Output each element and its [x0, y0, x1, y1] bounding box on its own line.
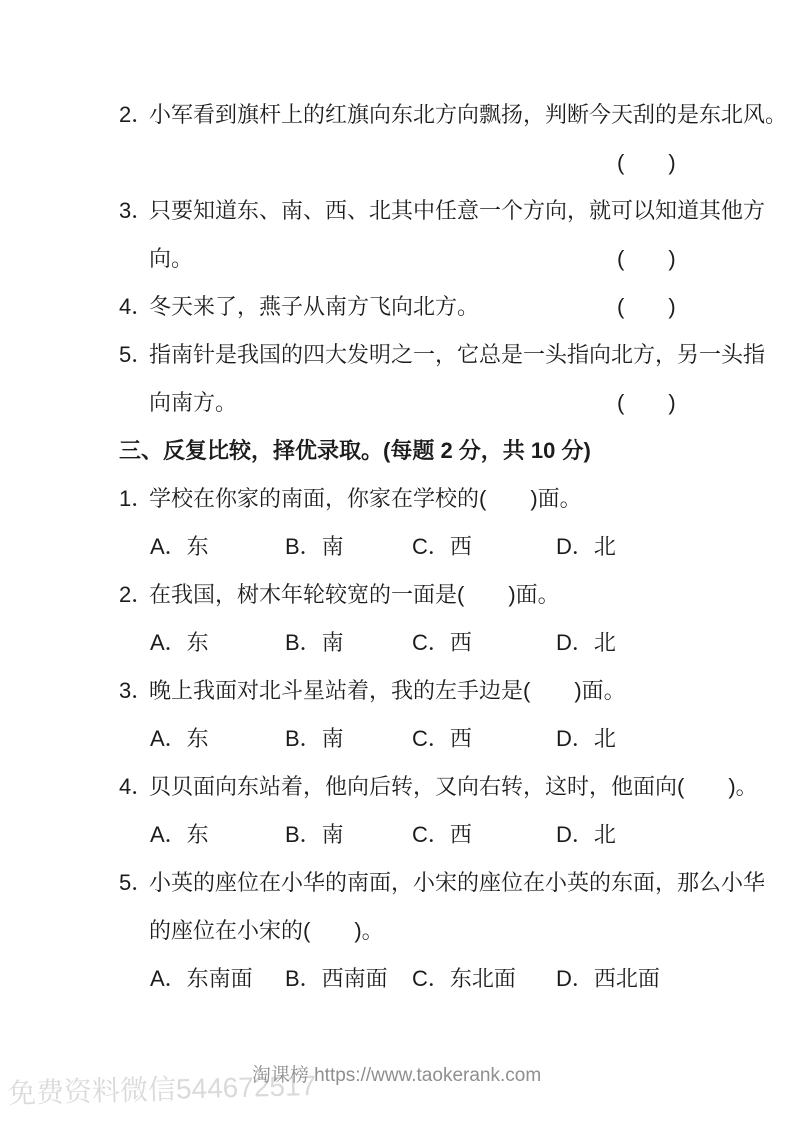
answer-blank: ( )	[617, 246, 676, 271]
question-number: 2．	[119, 582, 154, 607]
question-text: 晚上我面对北斗星站着，我的左手边是( )面。	[149, 678, 626, 703]
section-title-text: 三、反复比较，择优录取。(每题 2 分，共 10 分)	[119, 438, 591, 463]
option-c: C．东北面	[412, 966, 516, 991]
option-b: B．南	[285, 534, 344, 559]
option-c: C．西	[412, 822, 472, 847]
option-b: B．西南面	[285, 966, 388, 991]
option-a: A．东	[150, 726, 209, 751]
item-text: 只要知道东、南、西、北其中任意一个方向，就可以知道其他方	[149, 198, 766, 223]
option-b: B．南	[285, 630, 344, 655]
item-number: 5．	[119, 342, 154, 367]
question-text: 学校在你家的南面，你家在学校的( )面。	[149, 486, 582, 511]
option-d: D．北	[556, 534, 616, 559]
item-text: 指南针是我国的四大发明之一，它总是一头指向北方，另一头指	[149, 342, 766, 367]
option-a: A．东南面	[150, 966, 253, 991]
item-number: 3．	[119, 198, 154, 223]
option-d: D．北	[556, 822, 616, 847]
option-c: C．西	[412, 534, 472, 559]
choice-question-5-line-1	[119, 859, 793, 907]
option-b: B．南	[285, 726, 344, 751]
judge-item-5-line-2	[119, 379, 793, 427]
choice-question-2	[119, 571, 793, 619]
judge-item-3-line-1	[119, 187, 793, 235]
question-text: 的座位在小宋的( )。	[149, 918, 384, 943]
judge-item-2-line-1	[119, 91, 793, 139]
choice-question-5-line-2	[119, 907, 793, 955]
judge-item-3-line-2	[119, 235, 793, 283]
watermark-text: 免费资料微信544672517	[7, 1069, 317, 1109]
choice-question-1	[119, 475, 793, 523]
choice-question-1-options	[119, 523, 793, 571]
item-number: 2．	[119, 102, 154, 127]
option-c: C．西	[412, 726, 472, 751]
choice-question-4-options	[119, 811, 793, 859]
answer-blank: ( )	[617, 294, 676, 319]
option-a: A．东	[150, 822, 209, 847]
option-c: C．西	[412, 630, 472, 655]
footer-site-link: 淘课榜 https://www.taokerank.com	[251, 1065, 542, 1086]
item-text: 冬天来了，燕子从南方飞向北方。	[149, 294, 480, 319]
choice-question-5-options	[119, 955, 793, 1003]
question-number: 1．	[119, 486, 154, 511]
choice-question-4	[119, 763, 793, 811]
item-text: 向。	[149, 246, 194, 271]
question-text: 贝贝面向东站着，他向后转，又向右转，这时，他面向( )。	[149, 774, 758, 799]
item-number: 4．	[119, 294, 154, 319]
option-a: A．东	[150, 630, 209, 655]
section-three-title	[119, 427, 793, 475]
answer-blank: ( )	[617, 390, 676, 415]
question-number: 5．	[119, 870, 154, 895]
item-text: 向南方。	[149, 390, 238, 415]
item-text: 小军看到旗杆上的红旗向东北方向飘扬，判断今天刮的是东北风。	[149, 102, 788, 127]
question-number: 3．	[119, 678, 154, 703]
option-d: D．北	[556, 726, 616, 751]
judge-item-5-line-1	[119, 331, 793, 379]
option-b: B．南	[285, 822, 344, 847]
choice-question-3-options	[119, 715, 793, 763]
choice-question-2-options	[119, 619, 793, 667]
answer-blank: ( )	[617, 150, 676, 175]
choice-question-3	[119, 667, 793, 715]
question-text: 小英的座位在小华的南面，小宋的座位在小英的东面，那么小华	[149, 870, 766, 895]
judge-item-2-answer-row	[119, 139, 793, 187]
option-a: A．东	[150, 534, 209, 559]
option-d: D．西北面	[556, 966, 660, 991]
question-number: 4．	[119, 774, 154, 799]
question-text: 在我国，树木年轮较宽的一面是( )面。	[149, 582, 560, 607]
option-d: D．北	[556, 630, 616, 655]
judge-item-4-line-1	[119, 283, 793, 331]
worksheet-body	[119, 91, 793, 1003]
